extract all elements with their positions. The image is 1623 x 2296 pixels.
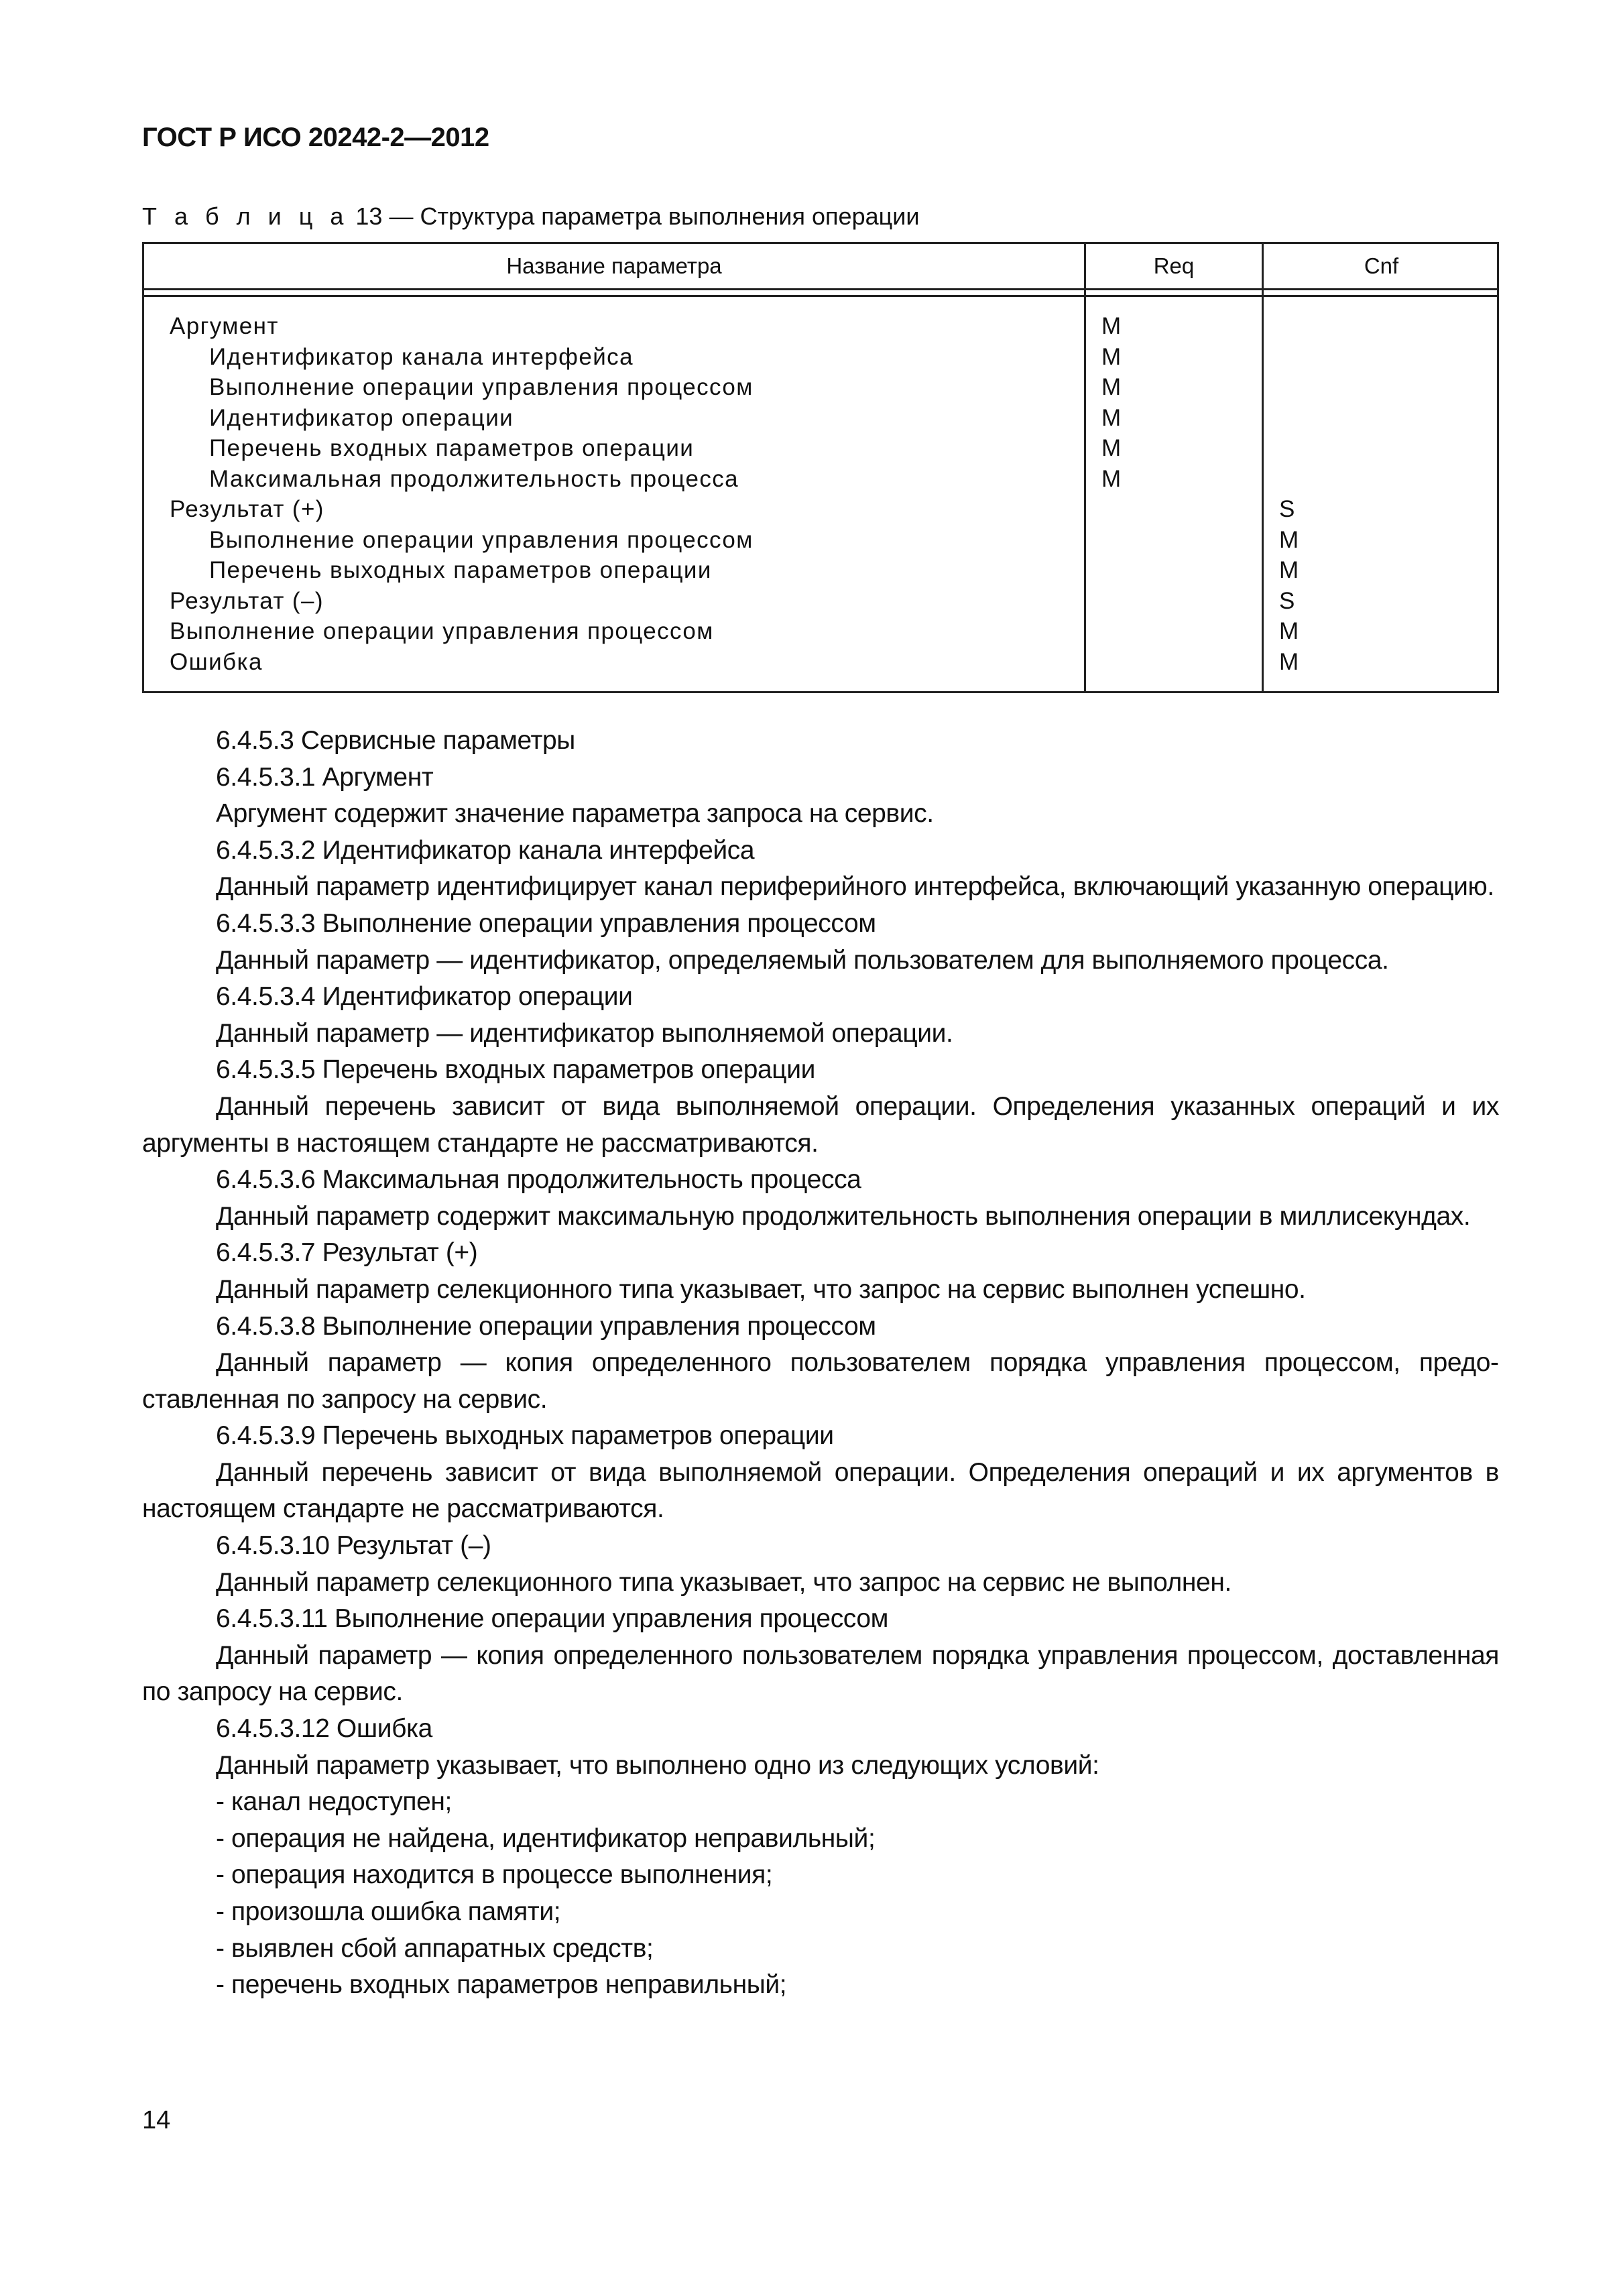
page-number: 14 [142, 2106, 171, 2134]
body-paragraph: Данный параметр селекционного типа указывает, что запрос на сервис выполнен успешно. [216, 1274, 1306, 1304]
table-caption-text: 13 — Структура параметра выполнения операции [349, 202, 920, 230]
table-row [144, 647, 1497, 678]
parameter-name: Результат (–) [170, 587, 324, 614]
table-body [144, 311, 1497, 677]
table-caption-label: Т а б л и ц а [142, 202, 349, 230]
parameter-table [142, 242, 1499, 693]
parameter-name: Идентификатор канала интерфейса [209, 343, 634, 370]
table-row [144, 342, 1497, 373]
body-paragraph: 6.4.5.3.1 Аргумент [216, 762, 434, 792]
body-paragraph: 6.4.5.3.6 Максимальная продолжительность процесса [216, 1165, 861, 1195]
body-paragraph: Данный перечень зависит от вида выполняемой операции. Определения операций и их аргументов в настоящем стандарте не рассматриваются. [142, 1457, 1499, 1524]
req-value: M [1101, 313, 1122, 339]
body-paragraph: - канал недоступен; [216, 1787, 452, 1817]
body-paragraph: Данный параметр — идентификатор, определяемый пользователем для выполняемого процесса. [216, 945, 1389, 975]
table-row [144, 525, 1497, 556]
body-paragraph: 6.4.5.3.3 Выполнение операции управления процессом [216, 908, 876, 938]
body-paragraph: Данный параметр — копия определенного пользователем порядка управления процессом, предоставленная по запросу на сервис. [142, 1348, 1499, 1414]
table-caption [142, 202, 919, 231]
req-value: M [1101, 343, 1122, 370]
column-header-req: Req [1153, 253, 1195, 278]
table-row [144, 586, 1497, 617]
parameter-name: Выполнение операции управления процессом [170, 618, 714, 644]
cnf-value: M [1279, 648, 1300, 675]
body-paragraph: - выявлен сбой аппаратных средств; [216, 1933, 654, 1963]
body-paragraph: Данный параметр селекционного типа указывает, что запрос на сервис не выполнен. [216, 1567, 1231, 1597]
body-paragraph: Данный параметр указывает, что выполнено одно из следующих условий: [216, 1750, 1099, 1780]
cnf-value: M [1279, 526, 1300, 553]
body-paragraph: Аргумент содержит значение параметра запроса на сервис. [216, 799, 934, 829]
table-row [144, 403, 1497, 434]
cnf-value: S [1279, 587, 1296, 614]
body-paragraph: 6.4.5.3 Сервисные параметры [216, 726, 575, 755]
body-paragraph: - произошла ошибка памяти; [216, 1897, 561, 1926]
body-paragraph: 6.4.5.3.2 Идентификатор канала интерфейса [216, 835, 755, 865]
body-paragraph: Данный перечень зависит от вида выполняемой операции. Определения указанных операций и их аргументы в настоящем стандарте не рассматриваются. [142, 1091, 1499, 1158]
parameter-name: Идентификатор операции [209, 404, 514, 431]
req-value: M [1101, 404, 1122, 431]
body-paragraph: - операция находится в процессе выполнения; [216, 1860, 773, 1890]
body-paragraph: Данный параметр — идентификатор выполняемой операции. [216, 1018, 953, 1048]
header-rule [144, 295, 1497, 297]
parameter-name: Перечень выходных параметров операции [209, 557, 712, 583]
table-row [144, 494, 1497, 525]
body-paragraph: 6.4.5.3.11 Выполнение операции управления процессом [216, 1604, 889, 1634]
body-paragraph: Данный параметр — копия определенного пользователем порядка управления процессом, доставленная по запросу на сервис. [142, 1640, 1499, 1707]
cnf-value: S [1279, 496, 1296, 522]
column-header-name: Название параметра [506, 253, 722, 278]
parameter-name: Результат (+) [170, 496, 324, 522]
body-paragraph: - операция не найдена, идентификатор неправильный; [216, 1823, 876, 1853]
parameter-name: Максимальная продолжительность процесса [209, 465, 739, 492]
body-paragraph: Данный параметр идентифицирует канал периферийного интерфейса, включающий указанную операцию. [216, 872, 1494, 902]
document-header: ГОСТ Р ИСО 20242-2—2012 [142, 123, 489, 152]
cnf-value: M [1279, 557, 1300, 583]
table-row [144, 433, 1497, 464]
body-paragraph: 6.4.5.3.5 Перечень входных параметров операции [216, 1055, 815, 1085]
table-row [144, 311, 1497, 342]
body-paragraph: 6.4.5.3.4 Идентификатор операции [216, 982, 633, 1012]
body-paragraph: Данный параметр содержит максимальную продолжительность выполнения операции в миллисекундах. [216, 1201, 1471, 1231]
body-paragraph: 6.4.5.3.10 Результат (–) [216, 1531, 491, 1561]
cnf-value: M [1279, 618, 1300, 644]
body-paragraph: 6.4.5.3.9 Перечень выходных параметров операции [216, 1421, 834, 1451]
body-paragraph: 6.4.5.3.7 Результат (+) [216, 1238, 478, 1268]
table-row [144, 464, 1497, 495]
req-value: M [1101, 374, 1122, 400]
table-row [144, 372, 1497, 403]
column-header-cnf: Cnf [1364, 253, 1399, 278]
parameter-name: Выполнение операции управления процессом [209, 374, 754, 400]
req-value: M [1101, 465, 1122, 492]
req-value: M [1101, 435, 1122, 461]
parameter-name: Выполнение операции управления процессом [209, 526, 754, 553]
body-paragraph: - перечень входных параметров неправильный; [216, 1970, 787, 2000]
parameter-name: Аргумент [170, 313, 279, 339]
parameter-name: Перечень входных параметров операции [209, 435, 695, 461]
body-paragraph: 6.4.5.3.12 Ошибка [216, 1714, 432, 1744]
header-rule [144, 288, 1497, 290]
body-text [142, 723, 1499, 2004]
table-row [144, 555, 1497, 586]
table-row [144, 616, 1497, 647]
body-paragraph: 6.4.5.3.8 Выполнение операции управления процессом [216, 1311, 876, 1341]
parameter-name: Ошибка [170, 648, 263, 675]
